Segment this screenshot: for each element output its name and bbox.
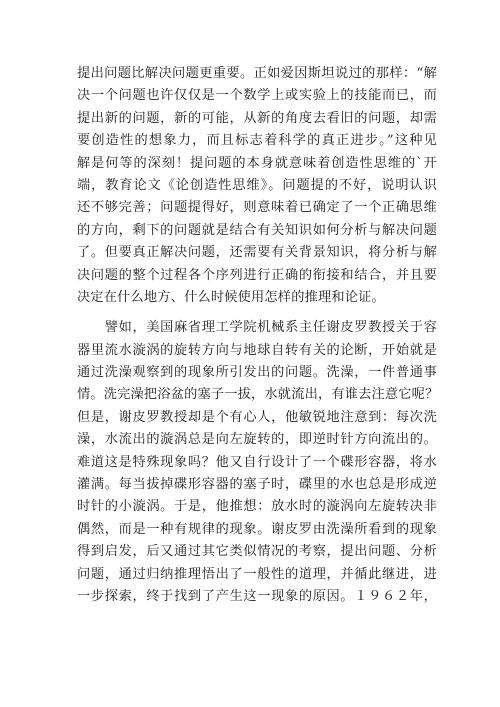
text-line: 得到启发，后又通过其它类似情况的考察，提出问题、分析 <box>77 544 437 560</box>
text-line: 问题，通过归纳推理悟出了一般性的道理，并循此继进，进 <box>77 566 437 582</box>
text-line: 器里流水漩涡的旋转方向与地球自转有关的论断，开始就是 <box>77 342 437 358</box>
text-line: 提出问题比解决问题更重要。正如爱因斯坦说过的那样：“解 <box>77 66 437 81</box>
text-line: 时针的小漩涡。于是，他推想：放水时的漩涡向左旋转决非 <box>77 499 437 515</box>
document-body <box>77 63 437 608</box>
text-line: 澡，水流出的漩涡总是向左旋转的，即逆时针方向流出的。 <box>77 432 437 448</box>
text-line: 决定在什么地方、什么时候使用怎样的推理和论证。 <box>77 289 385 305</box>
text-line: 要创造性的想象力，而且标志着科学的真正进步。”这种见 <box>77 133 437 149</box>
text-line: 了。但要真正解决问题，还需要有关背景知识，将分析与解 <box>77 245 437 261</box>
text-line: 一步探索，终于找到了产生这一现象的原因。１９６２年， <box>77 588 437 604</box>
paragraph-1 <box>77 63 437 309</box>
text-line: 通过洗澡观察到的现象所引发出的问题。洗澡，一件普通事 <box>77 365 437 381</box>
text-line: 解是何等的深刻！提问题的本身就意味着创造性思维的`开 <box>77 155 437 171</box>
text-line: 但是，谢皮罗教授却是个有心人，他敏锐地注意到：每次洗 <box>77 409 437 425</box>
text-line: 难道这是特殊现象吗？他又自行设计了一个碟形容器，将水 <box>77 454 437 470</box>
text-line: 偶然，而是一种有规律的现象。谢皮罗由洗澡所看到的现象 <box>77 521 437 537</box>
paragraph-spacer <box>77 309 437 317</box>
text-line: 决问题的整个过程各个序列进行正确的衔接和结合，并且要 <box>77 267 437 283</box>
paragraph-2 <box>77 317 437 608</box>
text-line: 灌满。每当拔掉碟形容器的塞子时，碟里的水也总是形成逆 <box>77 477 437 493</box>
text-line: 情。洗完澡把浴盆的塞子一拔，水就流出，有谁去注意它呢？ <box>77 387 439 403</box>
text-line: 的方向，剩下的问题就是结合有关知识如何分析与解决问题 <box>77 222 437 238</box>
text-line: 提出新的问题，新的可能，从新的角度去看旧的问题，却需 <box>77 110 437 126</box>
text-line: 端，教育论文《论创造性思维》。问题提的不好，说明认识 <box>77 177 437 193</box>
text-line: 决一个问题也许仅仅是一个数学上或实验上的技能而已，而 <box>77 88 437 104</box>
text-line: 还不够完善；问题提得好，则意味着已确定了一个正确思维 <box>77 200 437 216</box>
text-line: 譬如，美国麻省理工学院机械系主任谢皮罗教授关于容 <box>77 320 437 336</box>
